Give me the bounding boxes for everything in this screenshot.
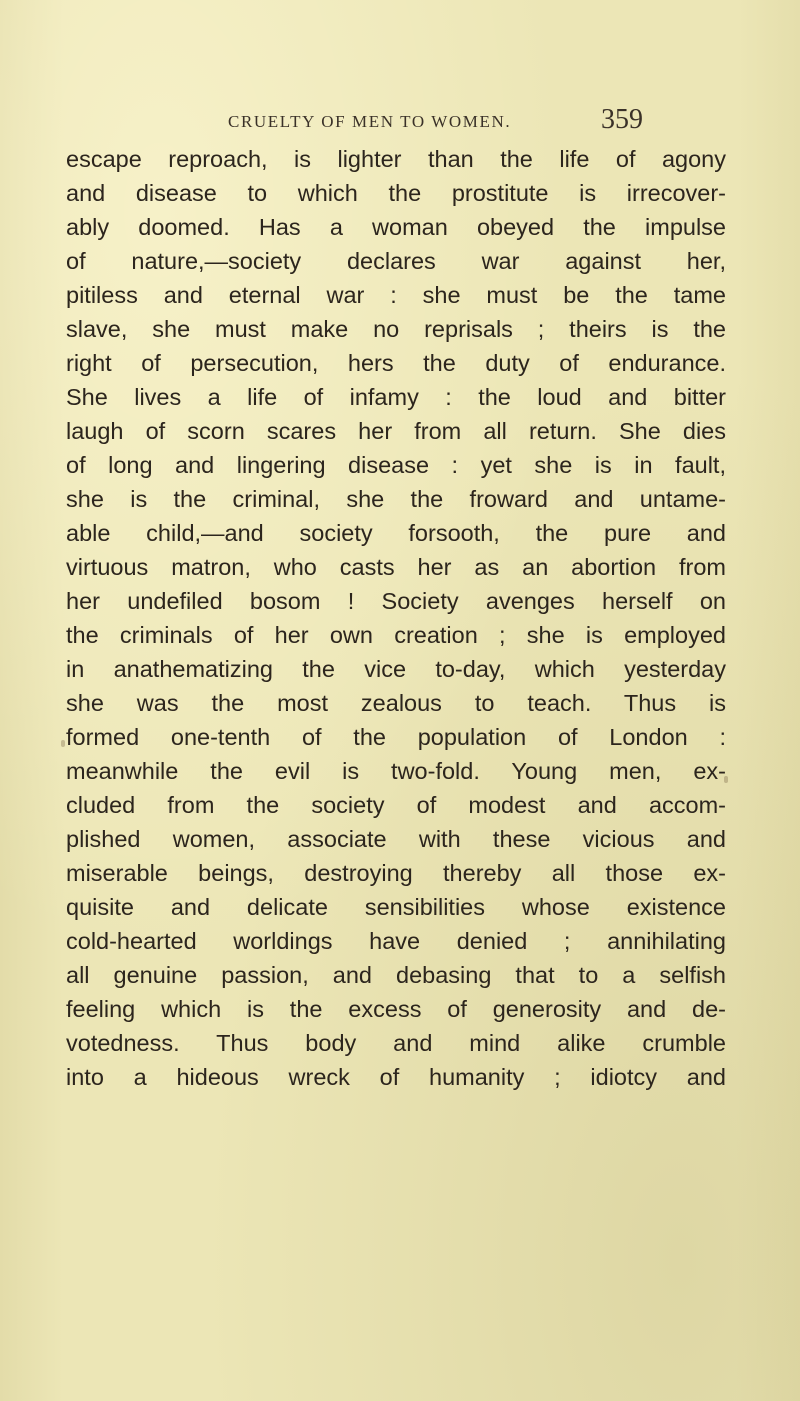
text-line: escape reproach, is lighter than the life of agony (66, 146, 726, 172)
page-number: 359 (601, 104, 643, 135)
text-line: able child,—and society forsooth, the pure and (66, 520, 726, 546)
text-line: of long and lingering disease : yet she is in fault, (66, 452, 726, 478)
text-line: into a hideous wreck of humanity ; idiotcy and (66, 1064, 726, 1090)
text-line: slave, she must make no reprisals ; theirs is the (66, 316, 726, 342)
text-line: right of persecution, hers the duty of endurance. (66, 350, 726, 376)
text-line: pitiless and eternal war : she must be the tame (66, 282, 726, 308)
text-line: quisite and delicate sensibilities whose existence (66, 894, 726, 920)
text-line: formed one-tenth of the population of London : (66, 724, 726, 750)
text-line: feeling which is the excess of generosity and de- (66, 996, 726, 1022)
text-line: she was the most zealous to teach. Thus is (66, 690, 726, 716)
running-head: CRUELTY OF MEN TO WOMEN. (228, 112, 512, 131)
paper-speck (61, 740, 65, 747)
text-line: all genuine passion, and debasing that to a selfish (66, 962, 726, 988)
text-line: plished women, associate with these vicious and (66, 826, 726, 852)
text-line: virtuous matron, who casts her as an abortion from (66, 554, 726, 580)
text-line: meanwhile the evil is two-fold. Young men, ex- (66, 758, 726, 784)
text-line: votedness. Thus body and mind alike crumble (66, 1030, 726, 1056)
text-line: She lives a life of infamy : the loud and bitter (66, 384, 726, 410)
text-line: and disease to which the prostitute is irrecover- (66, 180, 726, 206)
text-line: she is the criminal, she the froward and untame- (66, 486, 726, 512)
text-line: cold-hearted worldings have denied ; annihilating (66, 928, 726, 954)
paper-speck (724, 776, 728, 783)
text-line: of nature,—society declares war against her, (66, 248, 726, 274)
body-text (66, 137, 726, 1089)
text-line: her undefiled bosom ! Society avenges herself on (66, 588, 726, 614)
text-line: ably doomed. Has a woman obeyed the impulse (66, 214, 726, 240)
text-line: laugh of scorn scares her from all return. She dies (66, 418, 726, 444)
text-line: cluded from the society of modest and accom- (66, 792, 726, 818)
text-line: miserable beings, destroying thereby all those ex- (66, 860, 726, 886)
text-line: in anathematizing the vice to-day, which yesterday (66, 656, 726, 682)
text-line: the criminals of her own creation ; she is employed (66, 622, 726, 648)
